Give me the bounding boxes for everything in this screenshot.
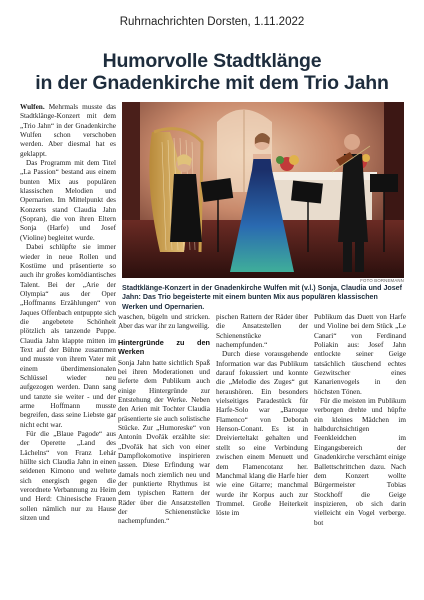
- article-column-4: [314, 313, 406, 528]
- lead-text: Mehrmals musste das Stadtklänge-Konzert mit dem „Trio Jahn“ in der Gnadenkirche Wulfen schon verschoben werden. Aber diesmal hat es geklappt.: [20, 103, 116, 158]
- photo-caption: Stadtklänge-Konzert in der Gnadenkirche Wulfen mit (v.l.) Sonja, Claudia und Josef Jahn: Das Trio begeisterte mit einem bunten Mix aus populären klassischen Werken und Opernarien.: [122, 284, 402, 311]
- paragraph: pischen Rattern der Räder über die Ansatzstellen der Schienenstücke nachempfunden.“: [216, 313, 308, 350]
- paragraph: Sonja Jahn hatte sichtlich Spaß bei ihren Moderationen und lieferte dem Publikum auch einige Hintergründe zur Entstehung der Werke. Neben den Arien mit Tochter Claudia präsentierte sie auch solistische Stücke. Zur „Humoreske“ von Antonín Dvořák erzählte sie: „Dvořák hat sich von einer Dampflokomotive inspirieren lassen. Diese Erfindung war damals noch ziemlich neu und der punktierte Rhythmus ist dem typischen Rattern der Räder über die Ansatzstellen der Schienenstücke nachempfunden.“: [118, 358, 210, 526]
- paragraph: Für die meisten im Publikum verborgen drehte und hüpfte ein kleines Mädchen im halbdurchsichtigen Feenkleidchen im Eingangsbereich der Gnadenkirche verschämt einige Ballettschrittchen dazu. Nach dem Konzert wollte Bürgermeister Tobias Stockhoff die Geige inspizieren, ob sich darin vielleicht ein Vogel verberge. bot: [314, 397, 406, 527]
- article-column-1: [20, 103, 116, 523]
- source-line: Ruhrnachrichten Dorsten, 1.11.2022: [119, 16, 305, 28]
- article-column-2: [118, 313, 210, 527]
- dateline: Wulfen.: [20, 103, 45, 111]
- concert-photo: [122, 102, 404, 278]
- paragraph: Dabei schlüpfte sie immer wieder in neue Rollen und Kostüme und präsentierte so auch ihr großes komödiantisches Talent. Bei der „Arie der Olympia“ aus der Oper „Hoffmanns Erzählungen“ von Jaques Offenbach entpuppte sich die angebetete Schönheit plötzlich als tanzende Puppe. Claudia Jahn klappte mitten im Text auf der Bühne zusammen und musste von ihrem Vater mit einem überdimensionalen Schlüssel wieder neu aufgezogen werden. Dann sang und tanzte sie weiter - und der arme Hoffmann musste begreifen, dass seine Liebste gar nicht echt war.: [20, 243, 116, 429]
- paragraph: Für die „Blaue Pagode“ aus der Operette „Land des Lächelns“ von Franz Lehár hüllte sich Claudia Jahn in einen seidenen Kimono und weltete sich energisch gegen die verordnete Verbannung zu Heim und Herd: Chinesische Frauen sollen nämlich nur zu Hause sitzen und: [20, 430, 116, 523]
- headline: [0, 50, 424, 94]
- lead-paragraph: [20, 103, 116, 159]
- paragraph: waschen, bügeln und stricken. Aber das war ihr zu langweilig.: [118, 313, 210, 331]
- headline-line-2: in der Gnadenkirche mit dem Trio Jahn: [35, 72, 389, 94]
- article-column-3: [216, 313, 308, 519]
- paragraph: Durch diese vorausgehende Information war das Publikum darauf fokussiert und konnte die „Melodie des Zuges“ gut heraushören. Ein besonders vielseitiges Paradestück für Harfe-Solo war „Baroque Flamenco“ von Deborah Henson-Conant. Es ist in Dreivierteltakt gehalten und stellt so eine Verbindung zwischen einem Menuett und dem Flamencotanz her. Manchmal klang die Harfe hier wie eine Gitarre; manchmal wurde ihr Korpus auch zur Trommel. Große Heiterkeit löste im: [216, 350, 308, 518]
- photo-credit: FOTO BORNEMANN: [360, 278, 404, 283]
- subheading: Hintergründe zu den Werken: [118, 337, 210, 357]
- paragraph: Das Programm mit dem Titel „La Passion“ bestand aus einem bunten Mix aus populären klassischen Melodien und Opernarien. Im Mittelpunkt des Konzerts stand Claudia Jahn (Sopran), die von ihren Eltern Sonja (Harfe) und Josef (Violine) begleitet wurde.: [20, 159, 116, 242]
- headline-line-1: Humorvolle Stadtklänge: [102, 50, 322, 72]
- paragraph: Publikum das Duett von Harfe und Violine bei dem Stück „Le Canari“ von Ferdinand Poliakin aus: Josef Jahn entlockte seiner Geige tatsächlich täuschend echtes Gezwitscher eines Kanarienvogels in den höchsten Tönen.: [314, 313, 406, 396]
